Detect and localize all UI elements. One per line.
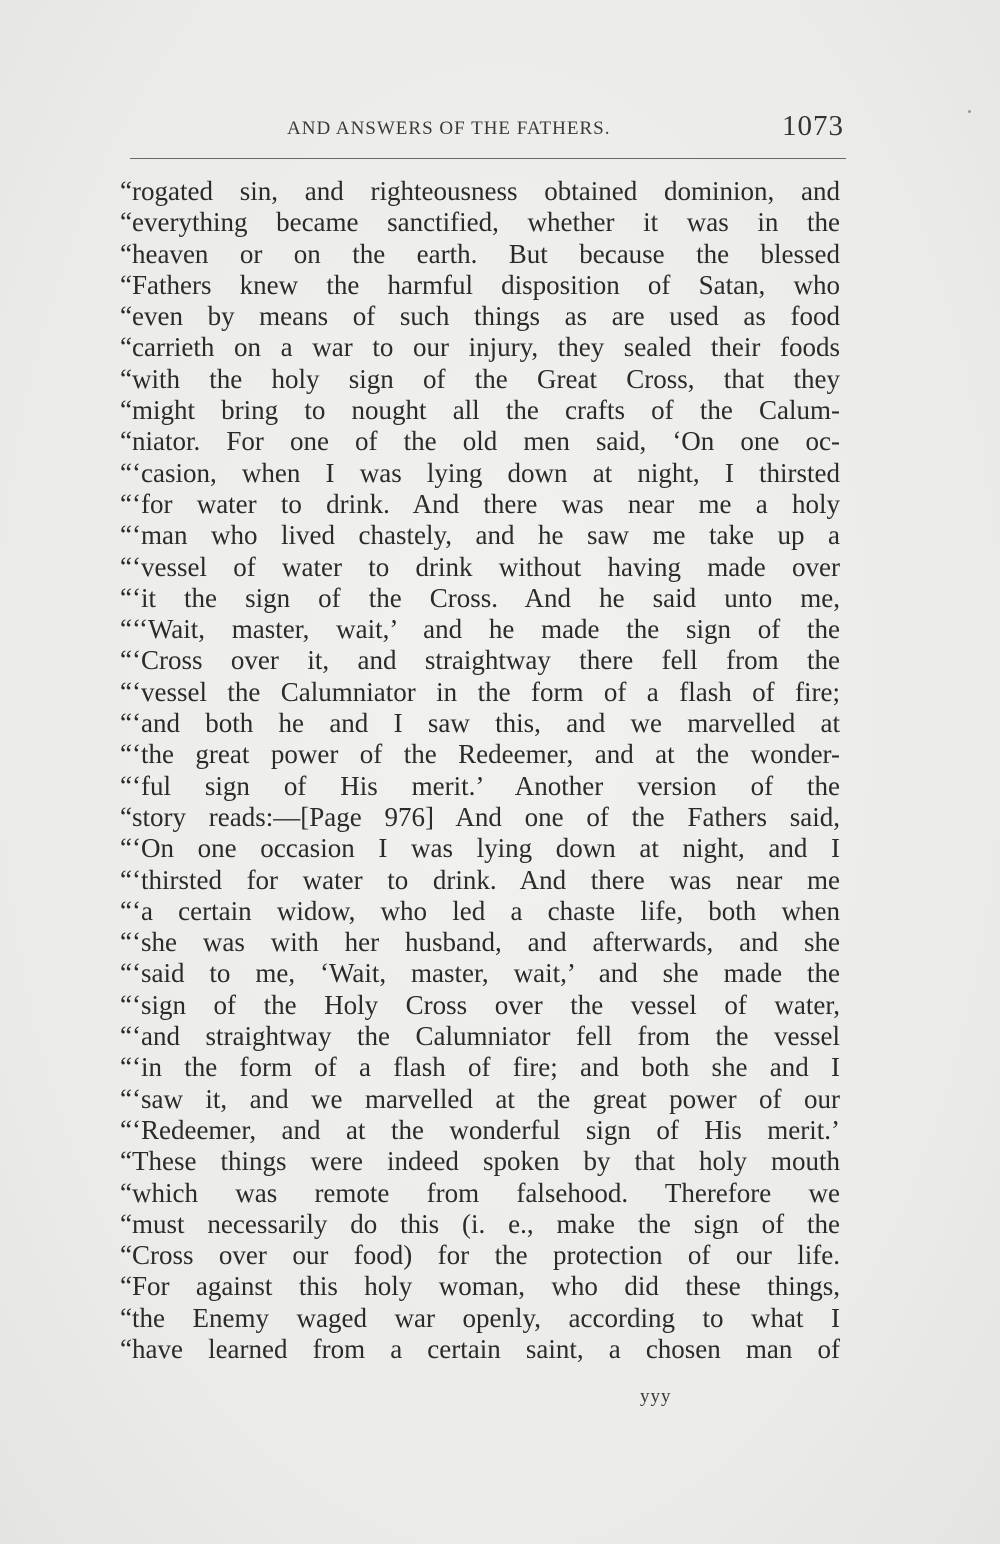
text-line: “‘casion, when I was lying down at night, I thirsted bbox=[120, 457, 840, 488]
text-line: “everything became sanctified, whether it was in the bbox=[120, 207, 840, 238]
text-line: “‘and straightway the Calumniator fell from the vessel bbox=[120, 1021, 840, 1052]
text-line: “‘sign of the Holy Cross over the vessel of water, bbox=[120, 989, 840, 1020]
text-line: “For against this holy woman, who did these things, bbox=[120, 1271, 840, 1302]
text-line: “‘thirsted for water to drink. And there was near me bbox=[120, 864, 840, 895]
text-line: “‘the great power of the Redeemer, and at the wonder- bbox=[120, 739, 840, 770]
text-line: “Fathers knew the harmful disposition of Satan, who bbox=[120, 269, 840, 300]
signature-mark: yyy bbox=[640, 1386, 672, 1407]
text-line: “‘‘Wait, master, wait,’ and he made the sign of the bbox=[120, 614, 840, 645]
text-line: “‘in the form of a flash of fire; and both she and I bbox=[120, 1052, 840, 1083]
running-head: AND ANSWERS OF THE FATHERS. bbox=[287, 118, 611, 139]
text-line: “These things were indeed spoken by that holy mouth bbox=[120, 1146, 840, 1177]
text-line: “‘Redeemer, and at the wonderful sign of His merit.’ bbox=[120, 1114, 840, 1145]
text-line: “must necessarily do this (i. e., make the sign of the bbox=[120, 1208, 840, 1239]
text-line: “‘ful sign of His merit.’ Another version of the bbox=[120, 770, 840, 801]
text-line: “‘saw it, and we marvelled at the great power of our bbox=[120, 1083, 840, 1114]
text-line: “‘vessel the Calumniator in the form of a flash of fire; bbox=[120, 676, 840, 707]
text-line: “‘she was with her husband, and afterwards, and she bbox=[120, 927, 840, 958]
text-line: “‘said to me, ‘Wait, master, wait,’ and she made the bbox=[120, 958, 840, 989]
text-line: “which was remote from falsehood. Therefore we bbox=[120, 1177, 840, 1208]
text-line: “‘a certain widow, who led a chaste life, both when bbox=[120, 895, 840, 926]
text-line: “heaven or on the earth. But because the blessed bbox=[120, 238, 840, 269]
text-line: “even by means of such things as are used as food bbox=[120, 301, 840, 332]
text-line: “rogated sin, and righteousness obtained dominion, and bbox=[120, 176, 840, 206]
text-line: “‘it the sign of the Cross. And he said unto me, bbox=[120, 582, 840, 613]
text-line: “‘man who lived chastely, and he saw me take up a bbox=[120, 520, 840, 551]
text-line: “carrieth on a war to our injury, they sealed their foods bbox=[120, 332, 840, 363]
text-line: “with the holy sign of the Great Cross, that they bbox=[120, 363, 840, 394]
body-text bbox=[120, 176, 840, 1365]
text-line: “‘On one occasion I was lying down at night, and I bbox=[120, 833, 840, 864]
text-line: “the Enemy waged war openly, according to what I bbox=[120, 1302, 840, 1333]
page-number: 1073 bbox=[782, 110, 844, 142]
text-line: “story reads:—[Page 976] And one of the Fathers said, bbox=[120, 801, 840, 832]
page-speck bbox=[968, 110, 971, 113]
text-line: “niator. For one of the old men said, ‘On one oc- bbox=[120, 426, 840, 457]
text-line: “‘and both he and I saw this, and we marvelled at bbox=[120, 708, 840, 739]
text-line: “have learned from a certain saint, a chosen man of bbox=[120, 1333, 840, 1364]
text-line: “‘Cross over it, and straightway there fell from the bbox=[120, 645, 840, 676]
text-line: “might bring to nought all the crafts of the Calum- bbox=[120, 395, 840, 426]
page-header bbox=[130, 110, 846, 159]
text-line: “‘for water to drink. And there was near me a holy bbox=[120, 488, 840, 519]
text-line: “Cross over our food) for the protection of our life. bbox=[120, 1240, 840, 1271]
text-line: “‘vessel of water to drink without having made over bbox=[120, 551, 840, 582]
